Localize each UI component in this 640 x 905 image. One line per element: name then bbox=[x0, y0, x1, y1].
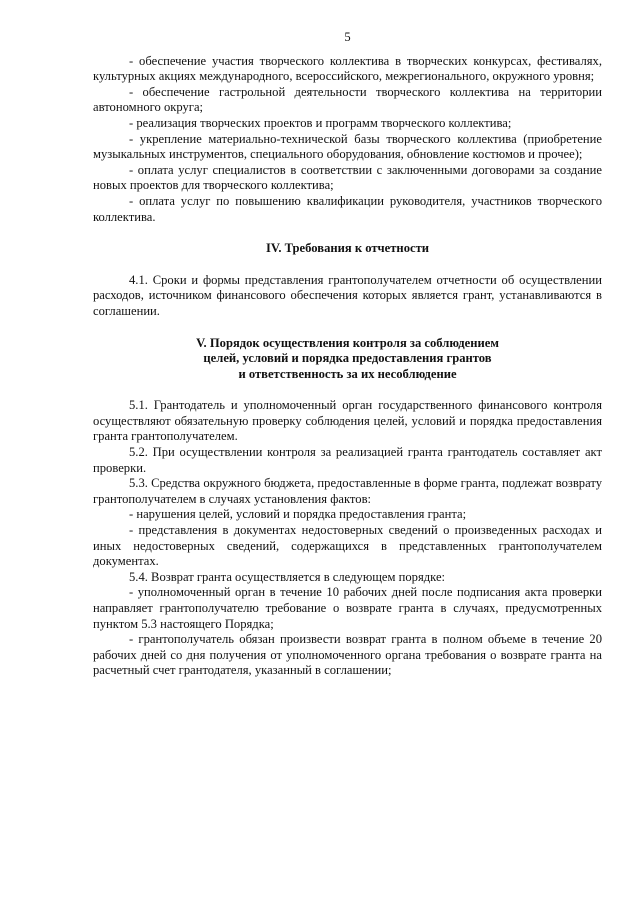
list-item: - представления в документах недостоверных сведений о произведенных расходах и иных недостоверных сведений, содержащихся в представленных грантополучателем документах. bbox=[93, 523, 602, 569]
list-item: - реализация творческих проектов и программ творческого коллектива; bbox=[129, 115, 512, 130]
paragraph-5-2: 5.2. При осуществлении контроля за реализацией гранта грантодатель составляет акт проверки. bbox=[93, 445, 602, 475]
heading-line: целей, условий и порядка предоставления грантов bbox=[203, 351, 492, 366]
section-heading-v bbox=[93, 336, 602, 383]
list-item: - уполномоченный орган в течение 10 рабочих дней после подписания акта проверки направляет грантополучателю требование о возврате гранта в случаях, предусмотренных пунктом 5.3 настоящего Порядка; bbox=[93, 585, 602, 631]
list-item: - нарушения целей, условий и порядка предоставления гранта; bbox=[129, 507, 467, 522]
list-item: - обеспечение гастрольной деятельности творческого коллектива на территории автономного округа; bbox=[93, 84, 602, 115]
paragraph-4-1: 4.1. Сроки и формы представления грантополучателем отчетности об осуществлении расходов, источником финансового обеспечения которых является грант, устанавливаются в соглашении. bbox=[93, 272, 602, 318]
paragraph-5-1: 5.1. Грантодатель и уполномоченный орган государственного финансового контроля осуществляют обязательную проверку соблюдения целей, условий и порядка предоставления гранта грантополучателем. bbox=[93, 398, 602, 444]
heading-line: IV. Требования к отчетности bbox=[265, 241, 430, 256]
list-item: - укрепление материально-технической базы творческого коллектива (приобретение музыкальных инструментов, специального оборудования, обновление костюмов и прочее); bbox=[93, 131, 602, 162]
paragraph-5-3: 5.3. Средства окружного бюджета, предоставленные в форме гранта, подлежат возврату грантополучателем в случаях установления фактов: bbox=[93, 476, 602, 506]
heading-line: и ответственность за их несоблюдение bbox=[238, 366, 457, 381]
paragraph-5-4: 5.4. Возврат гранта осуществляется в следующем порядке: bbox=[129, 569, 446, 584]
list-item: - оплата услуг по повышению квалификации руководителя, участников творческого коллектива. bbox=[93, 193, 602, 224]
list-item: - грантополучатель обязан произвести возврат гранта в полном объеме в течение 20 рабочих дней со дня получения от уполномоченного органа требования о возврате гранта на расчетный счет грантодателя, указанный в соглашении; bbox=[93, 632, 602, 678]
page-number: 5 bbox=[344, 30, 351, 44]
section-heading-iv bbox=[93, 241, 602, 257]
heading-line: V. Порядок осуществления контроля за соблюдением bbox=[196, 335, 499, 350]
list-item: - оплата услуг специалистов в соответствии с заключенными договорами за создание новых проектов для творческого коллектива; bbox=[93, 162, 602, 193]
list-item: - обеспечение участия творческого коллектива в творческих конкурсах, фестивалях, культурных акциях международного, всероссийского, межрегионального, окружного уровня; bbox=[93, 53, 602, 84]
